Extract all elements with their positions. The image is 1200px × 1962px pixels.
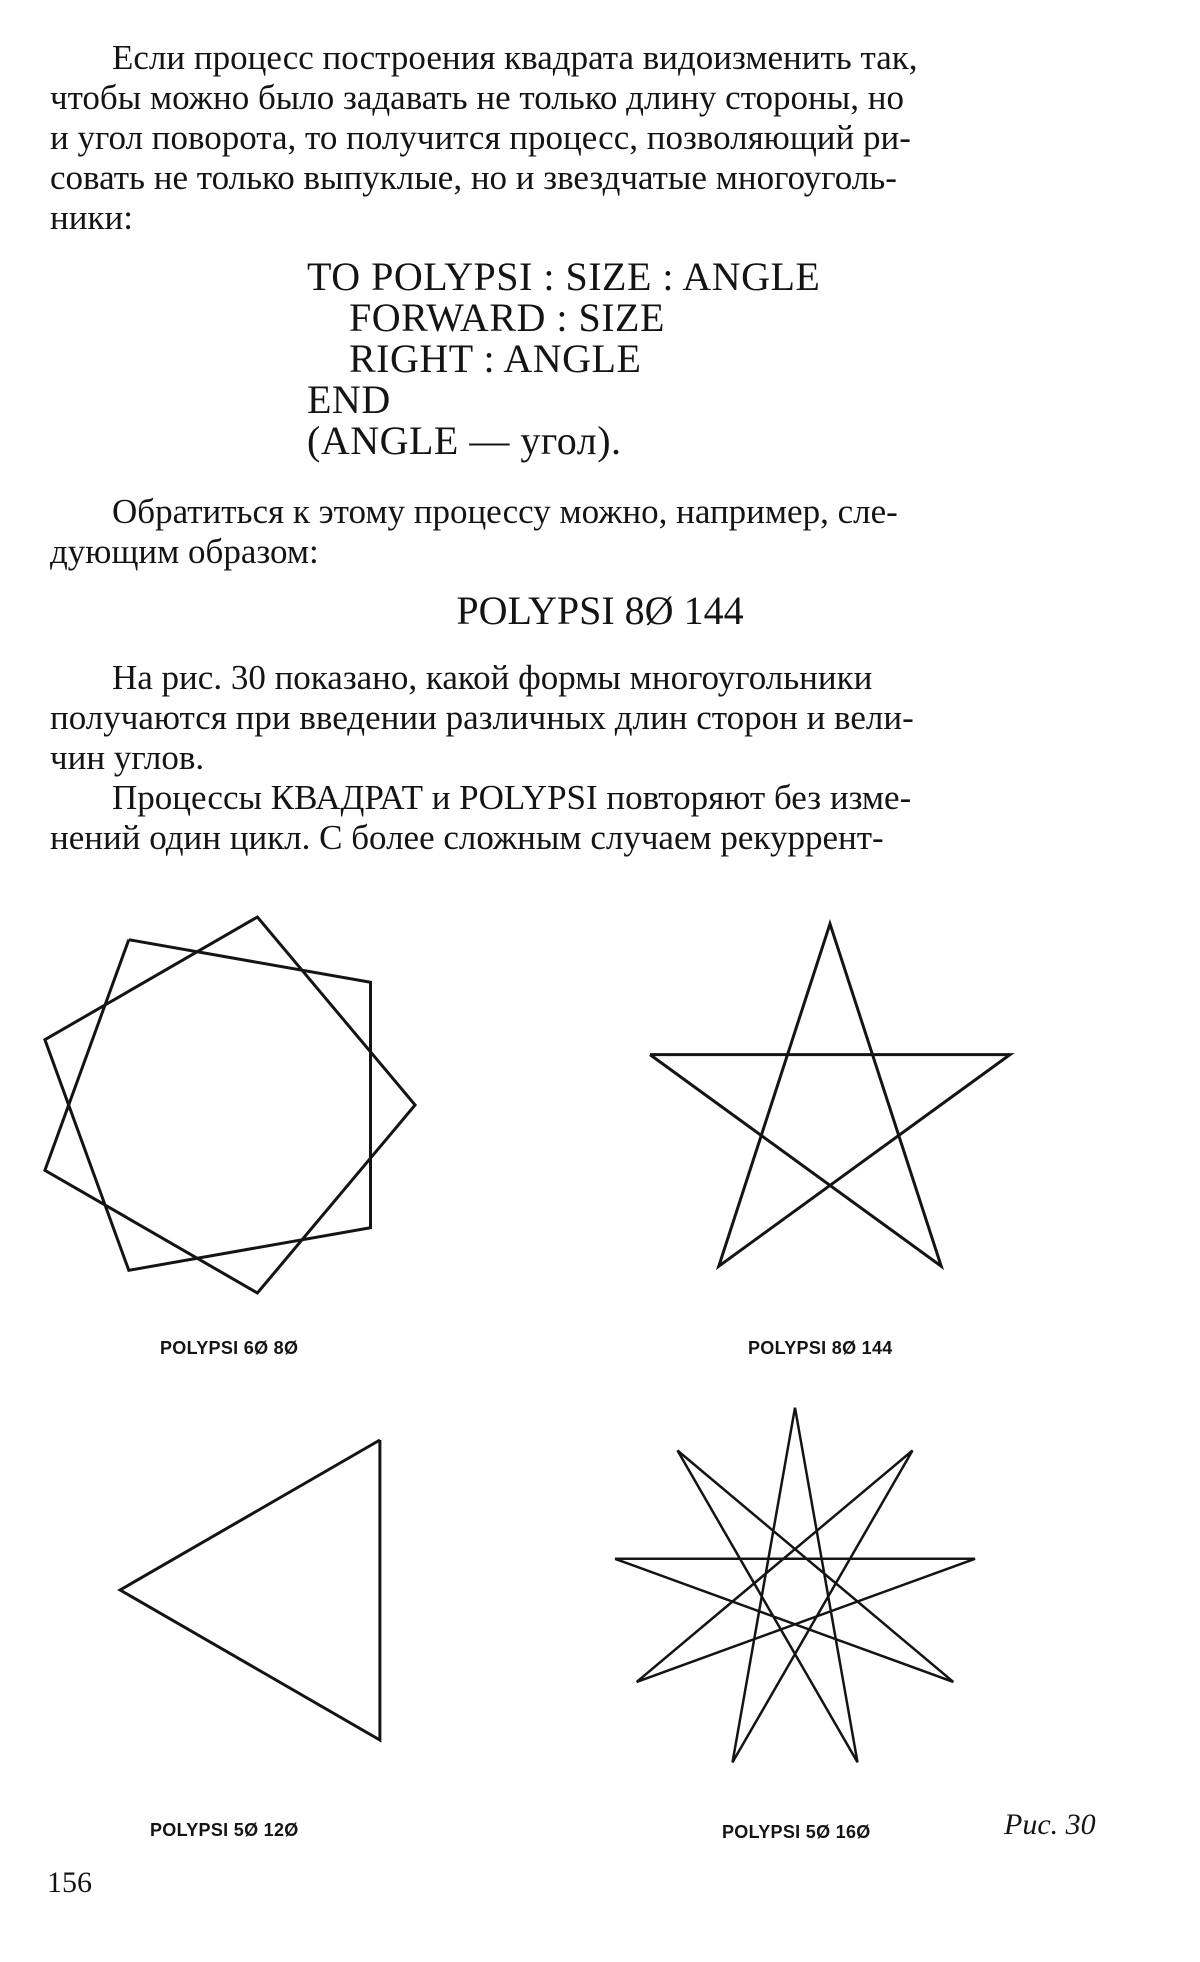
example-call: POLYPSI 8Ø 144 [456, 588, 744, 633]
caption-figure-4: POLYPSI 5Ø 16Ø [722, 1822, 871, 1842]
text-line: и угол поворота, то получится процесс, позволяющий ри- [50, 118, 911, 157]
text-line: На рис. 30 показано, какой формы многоугольники [112, 658, 873, 697]
paragraph-3 [50, 658, 1130, 778]
nine-point-star-drawing [605, 1395, 985, 1775]
text-line: чин углов. [50, 738, 205, 777]
nine-point-star-path [615, 1408, 975, 1763]
paragraph-2 [50, 492, 1130, 572]
code-line: END [307, 377, 391, 422]
page-number: 156 [47, 1866, 92, 1899]
figure-polypsi-50-160 [605, 1395, 985, 1775]
triangle-drawing [80, 1420, 420, 1760]
text-line: Процессы КВАДРАТ и POLYPSI повторяют без изме- [112, 778, 912, 817]
paragraph-4 [50, 778, 1130, 858]
caption-figure-1: POLYPSI 6Ø 8Ø [160, 1338, 299, 1358]
figure-polypsi-50-120 [80, 1420, 420, 1760]
text-line: получаются при введении различных длин сторон и вели- [50, 698, 914, 737]
text-line: Обратиться к этому процессу можно, например, сле- [112, 492, 898, 531]
figure-polypsi-80-144 [640, 905, 1020, 1285]
code-line: FORWARD : SIZE [307, 295, 665, 340]
text-line: Если процесс построения квадрата видоизменить так, [112, 38, 918, 77]
text-line: дующим образом: [50, 532, 319, 571]
figure-polypsi-60-80 [30, 905, 430, 1305]
caption-figure-2: POLYPSI 8Ø 144 [748, 1338, 893, 1358]
caption-figure-3: POLYPSI 5Ø 12Ø [150, 1820, 299, 1840]
code-block [307, 256, 820, 461]
triangle-path [120, 1440, 380, 1740]
polygon-path [45, 917, 415, 1293]
text-line: совать не только выпуклые, но и звездчатые многоуголь- [50, 158, 897, 197]
code-line: TO POLYPSI : SIZE : ANGLE [307, 254, 821, 299]
paragraph-1 [50, 38, 1130, 238]
star-drawing [640, 905, 1020, 1285]
code-line: (ANGLE — угол). [307, 418, 622, 463]
text-line: нений один цикл. С более сложным случаем рекуррент- [50, 818, 884, 857]
text-line: чтобы можно было задавать не только длину стороны, но [50, 78, 905, 117]
code-line: RIGHT : ANGLE [307, 336, 642, 381]
text-line: ники: [50, 198, 133, 237]
polygon-drawing [30, 905, 430, 1305]
figure-label: Рис. 30 [1004, 1808, 1096, 1841]
star-path [650, 924, 1010, 1266]
